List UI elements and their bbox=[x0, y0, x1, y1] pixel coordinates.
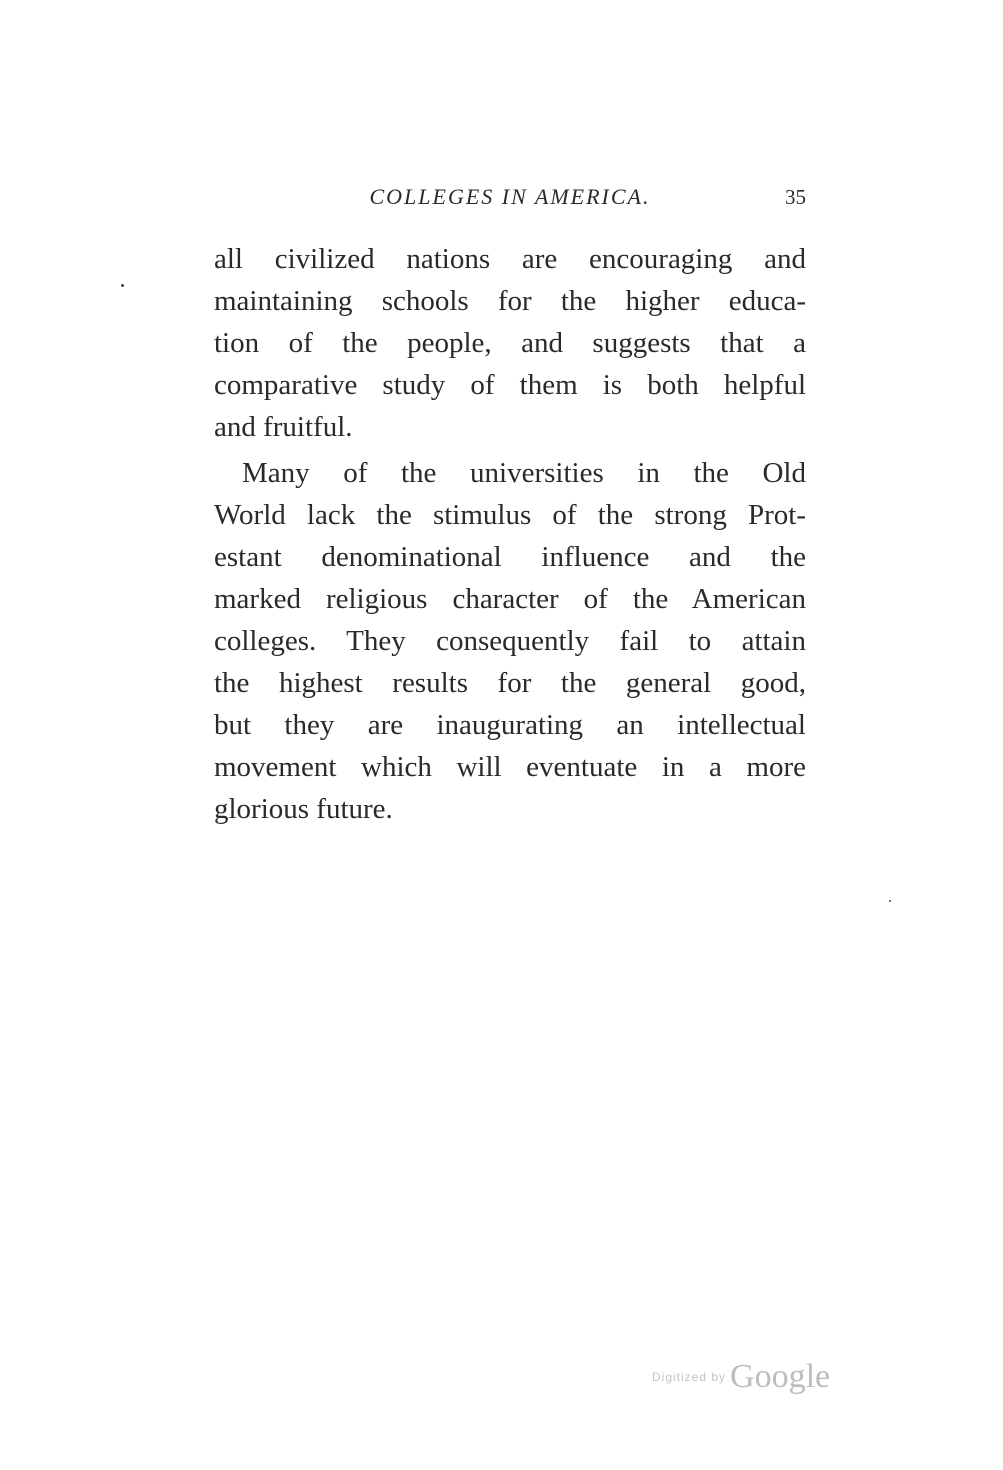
text-line: marked religious character of the American bbox=[214, 583, 806, 615]
body-text bbox=[214, 238, 806, 834]
text-line: colleges. They consequently fail to attain bbox=[214, 625, 806, 657]
paragraph-1 bbox=[214, 238, 806, 448]
text-line: maintaining schools for the higher educa- bbox=[214, 285, 806, 317]
text-line: Many of the universities in the Old bbox=[242, 457, 806, 489]
text-line: glorious future. bbox=[214, 793, 393, 825]
paragraph-2 bbox=[214, 452, 806, 830]
running-head bbox=[214, 180, 806, 214]
text-line: World lack the stimulus of the strong Prot- bbox=[214, 499, 806, 531]
ink-speck bbox=[889, 900, 891, 902]
text-line: estant denominational influence and the bbox=[214, 541, 806, 573]
text-line: comparative study of them is both helpful bbox=[214, 369, 806, 401]
text-line: the highest results for the general good, bbox=[214, 667, 806, 699]
text-line: tion of the people, and suggests that a bbox=[214, 327, 806, 359]
ink-speck bbox=[121, 284, 124, 287]
google-logo: Google bbox=[730, 1358, 831, 1395]
page-number: 35 bbox=[785, 185, 806, 209]
watermark-prefix: Digitized by bbox=[652, 1370, 727, 1384]
running-title: COLLEGES IN AMERICA. bbox=[369, 184, 651, 209]
text-line: movement which will eventuate in a more bbox=[214, 751, 806, 783]
text-line: all civilized nations are encouraging and bbox=[214, 243, 806, 275]
text-line: and fruitful. bbox=[214, 411, 353, 443]
text-line: but they are inaugurating an intellectual bbox=[214, 709, 806, 741]
digitized-by-google-watermark bbox=[652, 1358, 830, 1396]
